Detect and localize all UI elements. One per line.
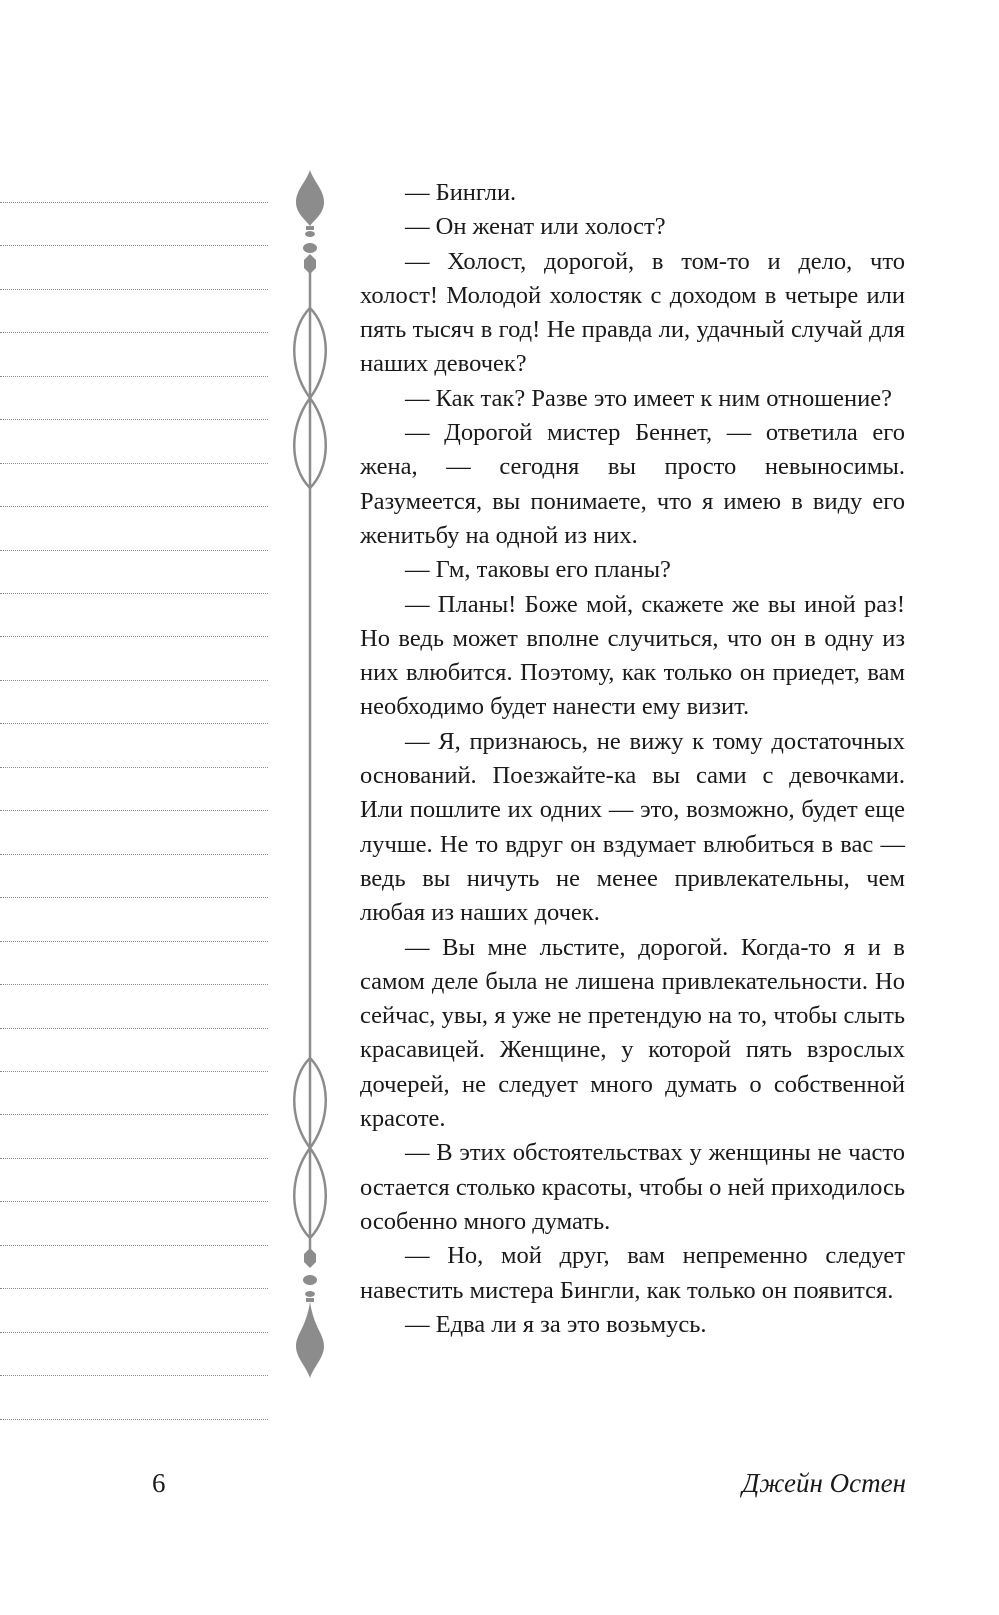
page-number: 6 <box>152 1468 166 1498</box>
note-line <box>0 1332 268 1333</box>
paragraph: — Холост, дорогой, в том-то и дело, что холост! Молодой холостяк с доходом в четыре или пять тысяч в год! Не правда ли, удачный случай для наших девочек? <box>360 247 905 378</box>
note-line <box>0 723 268 724</box>
note-line <box>0 1071 268 1072</box>
note-line <box>0 1375 268 1376</box>
paragraph: — Вы мне льстите, дорогой. Когда-то я и в самом деле была не лишена привлекательности. Но сейчас, увы, я уже не претендую на то, чтобы слыть красавицей. Женщине, у которой пять взрослых дочерей, не следует много думать о собственной красоте. <box>360 933 905 1133</box>
paragraph: — В этих обстоятельствах у женщины не часто остается столько красоты, чтобы о ней приходилось особенно много думать. <box>360 1139 905 1235</box>
note-line <box>0 1114 268 1115</box>
note-line <box>0 680 268 681</box>
paragraph: — Он женат или холост? <box>405 213 666 241</box>
paragraph: — Едва ли я за это возьмусь. <box>405 1310 707 1338</box>
note-line <box>0 289 268 290</box>
note-line <box>0 506 268 507</box>
note-line <box>0 810 268 811</box>
note-line <box>0 245 268 246</box>
note-line <box>0 1028 268 1029</box>
notes-area <box>0 180 268 1440</box>
note-line <box>0 419 268 420</box>
note-line <box>0 1158 268 1159</box>
paragraph: — Я, признаюсь, не вижу к тому достаточных оснований. Поезжайте-ка вы сами с девочками. Или пошлите их одних — это, возможно, будет еще лучше. Не то вдруг он вздумает влюбиться в вас — ведь вы ничуть не менее привлекательны, чем любая из наших дочек. <box>360 727 905 927</box>
paragraph: — Как так? Разве это имеет к ним отношение? <box>405 384 892 412</box>
note-line <box>0 1419 268 1420</box>
note-line <box>0 593 268 594</box>
note-line <box>0 463 268 464</box>
body-text <box>360 176 905 1342</box>
note-line <box>0 897 268 898</box>
note-line <box>0 550 268 551</box>
paragraph: — Бингли. <box>405 179 517 206</box>
note-line <box>0 1245 268 1246</box>
note-line <box>0 1201 268 1202</box>
note-line <box>0 1288 268 1289</box>
paragraph: — Планы! Боже мой, скажете же вы иной раз! Но ведь может вполне случиться, что он в одну из них влюбится. Поэтому, как только он приедет, вам необходимо будет нанести ему визит. <box>360 590 905 721</box>
note-line <box>0 767 268 768</box>
running-head-author: Джейн Остен <box>742 1468 906 1498</box>
top-finial-icon <box>296 170 324 226</box>
note-line <box>0 376 268 377</box>
note-line <box>0 941 268 942</box>
note-line <box>0 202 268 203</box>
note-line <box>0 984 268 985</box>
paragraph: — Гм, таковы его планы? <box>405 556 671 584</box>
vertical-ornament <box>280 168 340 1458</box>
note-line <box>0 854 268 855</box>
note-line <box>0 332 268 333</box>
paragraph: — Дорогой мистер Беннет, — ответила его жена, — сегодня вы просто невыносимы. Разумеется, вы понимаете, что я имею в виду его женитьбу на одной из них. <box>360 419 905 549</box>
paragraph: — Но, мой друг, вам непременно следует навестить мистера Бингли, как только он появится. <box>360 1242 905 1304</box>
note-line <box>0 636 268 637</box>
